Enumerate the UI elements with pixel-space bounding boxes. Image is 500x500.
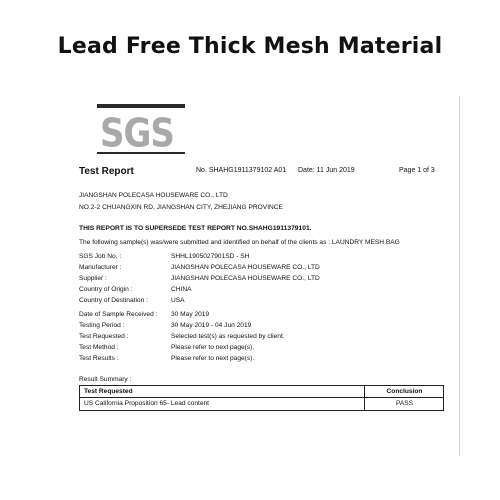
report-header <box>79 166 449 182</box>
client-address <box>79 190 283 214</box>
logo-top-bar <box>97 104 185 108</box>
info-value: CHINA <box>171 286 192 293</box>
client-name: JIANGSHAN POLECASA HOUSEWARE CO., LTD <box>79 192 228 199</box>
report-date: Date: 11 Jun 2019 <box>298 167 355 174</box>
header-test-requested: Test Requested <box>84 388 133 395</box>
page-edge-divider <box>459 96 460 456</box>
logo-text: SGS <box>100 111 174 157</box>
info-value: Selected test(s) as requested by client. <box>171 333 285 340</box>
report-title: Test Report <box>79 166 134 177</box>
info-value: Please refer to next page(s). <box>171 355 255 362</box>
info-label: Country of Destination : <box>79 297 148 304</box>
report-number: No. SHAHG1911379102 A01 <box>196 167 287 174</box>
info-value: 30 May 2019 <box>171 311 210 318</box>
info-value: USA <box>171 297 185 304</box>
supersede-notice: THIS REPORT IS TO SUPERSEDE TEST REPORT NO.SHAHG1911379101. <box>79 225 312 232</box>
info-label: Test Requested : <box>79 333 129 340</box>
sample-statement: The following sample(s) was/were submitted and identified on behalf of the clients as : LAUNDRY MESH BAG <box>79 239 400 246</box>
info-value: Please refer to next page(s). <box>171 344 255 351</box>
table-header-row <box>80 386 443 398</box>
client-street: NO.2-2 CHUANGXIN RD, JIANGSHAN CITY, ZHEJIANG PROVINCE <box>79 204 283 211</box>
result-summary-label: Result Summary : <box>79 376 132 383</box>
logo-mark <box>97 110 185 157</box>
info-value: 30 May 2019 - 04 Jun 2019 <box>171 322 252 329</box>
info-value: JIANGSHAN POLECASA HOUSEWARE CO., LTD <box>171 275 320 282</box>
info-value: JIANGSHAN POLECASA HOUSEWARE CO., LTD <box>171 264 320 271</box>
report-page-number: Page 1 of 3 <box>399 167 435 174</box>
info-label: Testing Period : <box>79 322 125 329</box>
result-summary-table <box>79 385 444 411</box>
headline: Lead Free Thick Mesh Material <box>57 34 443 59</box>
table-cell-test: US California Proposition 65- Lead content <box>84 400 209 407</box>
info-label: Test Method : <box>79 344 119 351</box>
sgs-logo <box>81 104 185 157</box>
info-label: Manufacturer : <box>79 264 122 271</box>
info-label: Test Results : <box>79 355 119 362</box>
info-label: SGS Job No. : <box>79 253 122 260</box>
info-label: Supplier : <box>79 275 107 282</box>
info-label: Country of Origin : <box>79 286 133 293</box>
info-value: SHHL1905027901SD - SH <box>171 253 250 260</box>
info-label: Date of Sample Received : <box>79 311 158 318</box>
table-cell-conclusion: PASS <box>395 400 414 407</box>
header-conclusion: Conclusion <box>386 388 423 395</box>
